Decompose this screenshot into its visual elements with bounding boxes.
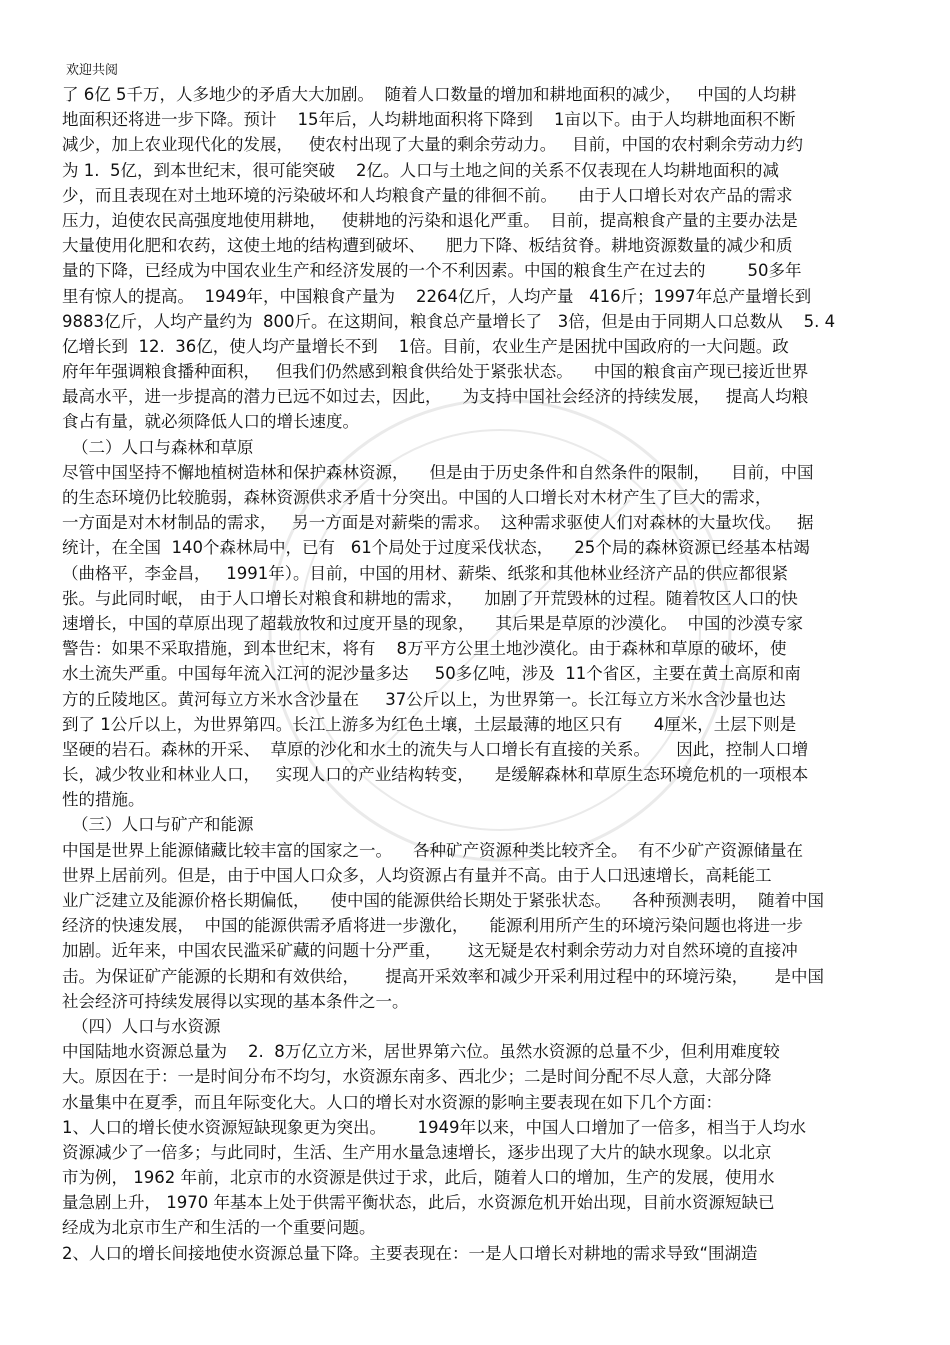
text-line: 最高水平，进一步提高的潜力已远不如过去，因此， 为支持中国社会经济的持续发展， 提高人均粮 — [62, 387, 809, 407]
text-line: 社会经济可持续发展得以实现的基本条件之一。 — [62, 991, 409, 1011]
text-line: 量的下降，已经成为中国农业生产和经济发展的一个不利因素。中国的粮食生产在过去的 50多年 — [62, 261, 802, 281]
text-line: 方的丘陵地区。黄河每立方米水含沙量在 37公斤以上，为世界第一。长江每立方米水含沙量也达 — [62, 689, 786, 709]
paragraph-population-water — [62, 1039, 892, 1266]
text-line: 大。原因在于：一是时间分布不均匀，水资源东南多、西北少；二是时间分配不尽人意，大部分降 — [62, 1067, 772, 1087]
text-line: 尽管中国坚持不懈地植树造林和保护森林资源， 但是由于历史条件和自然条件的限制， 目前，中国 — [62, 462, 814, 482]
text-line: 的生态环境仍比较脆弱，森林资源供求矛盾十分突出。中国的人口增长对木材产生了巨大的需求， — [62, 488, 772, 507]
header-note: 欢迎共阅 — [66, 63, 119, 78]
document-page — [62, 62, 892, 1266]
text-line: 一方面是对木材制品的需求， 另一方面是对薪柴的需求。 这种需求驱使人们对森林的大量坎伐。 据 — [62, 513, 814, 533]
text-line: 食占有量，就必须降低人口的增长速度。 — [62, 412, 359, 432]
section-heading-minerals-energy: （三）人口与矿产和能源 — [72, 815, 254, 835]
text-line: 经济的快速发展， 中国的能源供需矛盾将进一步激化， 能源利用所产生的环境污染问题也将进一步 — [62, 916, 803, 936]
text-line: 亿增长到 12. 36亿，使人均产量增长不到 1倍。目前，农业生产是困扰中国政府的一大问题。政 — [62, 336, 789, 356]
text-line: 到了 1公斤以上，为世界第四。长江上游多为红色土壤，土层最薄的地区只有 4厘米，土层下则是 — [62, 714, 797, 734]
text-line: 了 6亿 5千万，人多地少的矛盾大大加剧。 随着人口数量的增加和耕地面积的减少， 中国的人均耕 — [62, 85, 797, 104]
text-line: 府年年强调粮食播种面积， 但我们仍然感到粮食供给处于紧张状态。 中国的粮食亩产现已接近世界 — [62, 362, 809, 382]
text-line: 量急剧上升， 1970 年基本上处于供需平衡状态，此后，水资源危机开始出现，目前水资源短缺已 — [62, 1193, 775, 1213]
text-line: 速增长，中国的草原出现了超载放牧和过度开垦的现象， 其后果是草原的沙漠化。 中国的沙漠专家 — [62, 613, 803, 633]
text-line: 性的措施。 — [62, 790, 145, 810]
text-line: 统计，在全国 140个森林局中，已有 61个局处于过度采伐状态， 25个局的森林资源已经基本枯竭 — [62, 538, 810, 558]
text-line: 2、人口的增长间接地使水资源总量下降。主要表现在：一是人口增长对耕地的需求导致“围湖造 — [62, 1243, 758, 1263]
text-line: 警告：如果不采取措施，到本世纪末，将有 8万平方公里土地沙漠化。由于森林和草原的破坏，使 — [62, 639, 787, 659]
paragraph-population-land — [62, 82, 892, 435]
text-line: 水量集中在夏季，而且年际变化大。人口的增长对水资源的影响主要表现在如下几个方面： — [62, 1092, 722, 1112]
text-line: 减少，加上农业现代化的发展， 使农村出现了大量的剩余劳动力。 目前，中国的农村剩余劳动力约 — [62, 135, 803, 155]
text-line: 市为例， 1962 年前，北京市的水资源是供过于求，此后，随着人口的增加，生产的发展，使用水 — [62, 1168, 775, 1188]
text-line: （曲格平，李金昌， 1991年）。目前，中国的用材、薪柴、纸浆和其他林业经济产品的供应都很紧 — [62, 563, 788, 583]
text-line: 加剧。近年来，中国农民滥采矿藏的问题十分严重， 这无疑是农村剩余劳动力对自然环境的直接冲 — [62, 941, 798, 961]
text-line: 业广泛建立及能源价格长期偏低， 使中国的能源供给长期处于紧张状态。 各种预测表明， 随着中国 — [62, 891, 824, 910]
text-line: 资源减少了一倍多；与此同时，生活、生产用水量急速增长，逐步出现了大片的缺水现象。以北京 — [62, 1142, 772, 1162]
text-line: 里有惊人的提高。 1949年，中国粮食产量为 2264亿斤，人均产量 416斤；1997年总产量增长到 — [62, 286, 812, 306]
text-line: 压力，迫使农民高强度地使用耕地， 使耕地的污染和退化严重。 目前，提高粮食产量的主要办法是 — [62, 210, 798, 230]
text-line: 少，而且表现在对土地环境的污染破坏和人均粮食产量的徘徊不前。 由于人口增长对农产品的需求 — [62, 185, 793, 205]
text-line: 坚硬的岩石。森林的开采、 草原的沙化和水土的流失与人口增长有直接的关系。 因此，控制人口增 — [62, 739, 809, 759]
text-line: 大量使用化肥和农药，这使土地的结构遭到破坏、 肥力下降、板结贫脊。耕地资源数量的减少和质 — [62, 236, 793, 256]
paragraph-population-forest — [62, 460, 892, 813]
text-line: 张。与此同时岷， 由于人口增长对粮食和耕地的需求， 加剧了开荒毁林的过程。随着牧区人口的快 — [62, 588, 798, 608]
text-line: 1、人口的增长使水资源短缺现象更为突出。 1949年以来，中国人口增加了一倍多，相当于人均水 — [62, 1117, 806, 1137]
text-line: 经成为北京市生产和生活的一个重要问题。 — [62, 1218, 376, 1238]
text-line: 为 1. 5亿，到本世纪末，很可能突破 2亿。人口与土地之间的关系不仅表现在人均耕地面积的减 — [62, 160, 779, 180]
section-heading-water: （四）人口与水资源 — [72, 1016, 221, 1036]
section-heading-forest-grassland: （二）人口与森林和草原 — [72, 437, 254, 457]
text-line: 世界上居前列。但是，由于中国人口众多，人均资源占有量并不高。由于人口迅速增长，高耗能工 — [62, 865, 772, 885]
text-line: 中国陆地水资源总量为 2. 8万亿立方米，居世界第六位。虽然水资源的总量不少，但利用难度较 — [62, 1042, 780, 1062]
text-line: 中国是世界上能源储藏比较丰富的国家之一。 各种矿产资源种类比较齐全。 有不少矿产资源储量在 — [62, 840, 803, 860]
text-line: 地面积还将进一步下降。预计 15年后，人均耕地面积将下降到 1亩以下。由于人均耕地面积不断 — [62, 110, 796, 130]
text-line: 9883亿斤，人均产量约为 800斤。在这期间，粮食总产量增长了 3倍，但是由于同期人口总数从 5. 4 — [62, 311, 836, 331]
text-line: 水土流失严重。中国每年流入江河的泥沙量多达 50多亿吨，涉及 11个省区，主要在黄土高原和南 — [62, 664, 801, 684]
text-line: 击。为保证矿产能源的长期和有效供给， 提高开采效率和减少开采利用过程中的环境污染， 是中国 — [62, 966, 824, 986]
paragraph-population-minerals — [62, 838, 892, 1014]
text-line: 长，减少牧业和林业人口， 实现人口的产业结构转变， 是缓解森林和草原生态环境危机的一项根本 — [62, 765, 809, 785]
